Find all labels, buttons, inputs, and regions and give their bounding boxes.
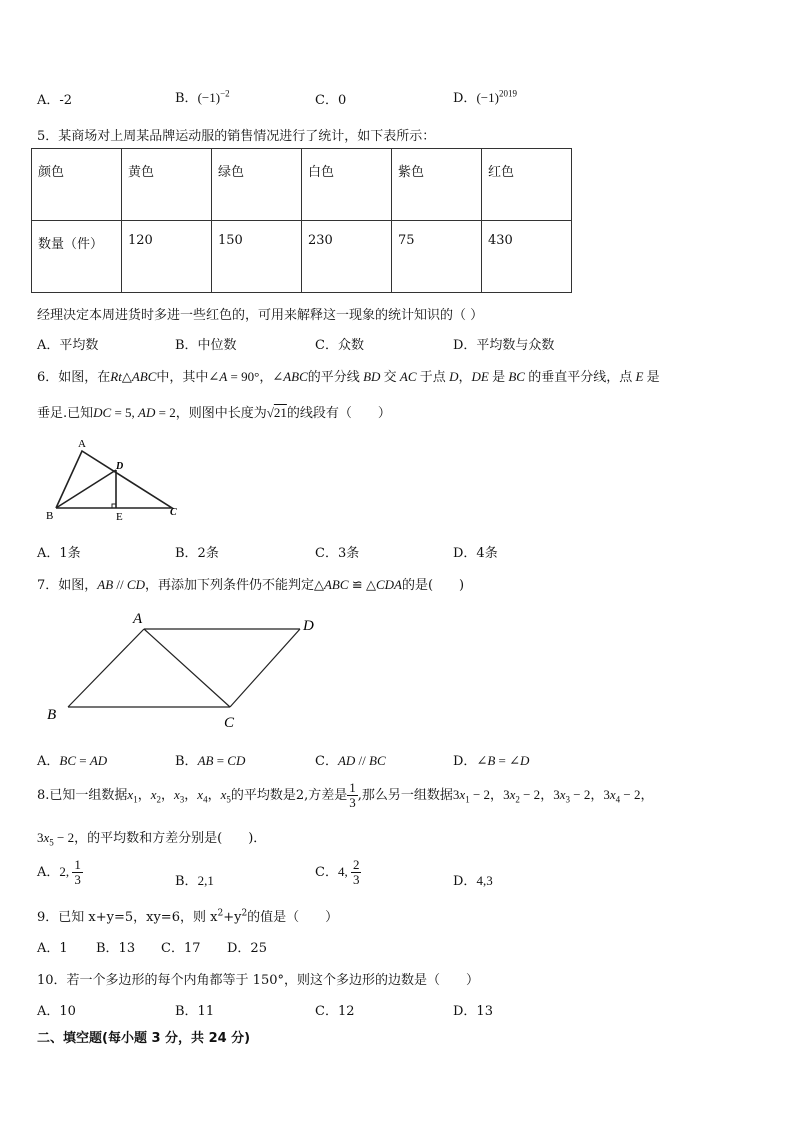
q10-option-c: C．12 <box>315 1004 355 1019</box>
q5-option-b: B．中位数 <box>175 338 237 353</box>
q4-option-c: C．0 <box>315 93 347 108</box>
q6-stem-line2: 垂足.已知DC = 5, AD = 2，则图中长度为√21的线段有（ ） <box>37 405 391 421</box>
table-cell: 红色 <box>482 149 572 221</box>
q10-option-a: A．10 <box>37 1004 76 1019</box>
q8-stem-line1: 8.已知一组数据$x_1$，$x_2$，$x_3$，$x_4$，$x_5$的平均数是2,方差是 $\frac{1}{3}$ ,那么另一组数据$3x_1 - 2$，$3x_2 - 2$，$3x_3 - 2$，$3x_4 - 2$， <box>37 780 654 810</box>
label-c: C <box>170 507 177 518</box>
q8-option-b: B．2,1 <box>175 873 214 889</box>
label-b: B <box>47 707 57 723</box>
q10-option-d: D．13 <box>453 1004 493 1019</box>
q6-option-c: C．3条 <box>315 546 360 561</box>
q10-stem: 10．若一个多边形的每个内角都等于 150°，则这个多边形的边数是（ ） <box>37 973 479 988</box>
q9-option-a: A．1 <box>37 941 68 956</box>
table-cell: 绿色 <box>212 149 302 221</box>
table-cell: 颜色 <box>32 149 122 221</box>
label-b: B <box>46 510 54 522</box>
q9-stem: 9．已知 x+y=5，xy=6，则 $x^2+y^2$的值是（ ） <box>37 908 339 925</box>
q5-stem: 5．某商场对上周某品牌运动服的销售情况进行了统计，如下表所示： <box>37 129 436 144</box>
label-e: E <box>116 511 123 523</box>
q8-option-a: A．2, $\frac{1}{3}$ <box>37 857 81 887</box>
section-title: 二、填空题(每小题 3 分，共 24 分) <box>37 1031 251 1046</box>
table-cell: 120 <box>122 221 212 293</box>
table-cell: 230 <box>302 221 392 293</box>
segment-cd <box>230 629 300 707</box>
q5-option-a: A．平均数 <box>37 338 99 353</box>
table-cell: 白色 <box>302 149 392 221</box>
q4-option-d: D．$(-1)^{2019}$ <box>453 88 517 106</box>
q7-stem: 7．如图，AB // CD，再添加下列条件仍不能判定△ABC ≌ △CDA的是( ) <box>37 577 465 593</box>
q4-option-b: B．$(-1)^{-2}$ <box>175 88 230 106</box>
fraction-one-third: $\frac{1}{3}$ <box>349 780 356 810</box>
table-row <box>32 149 572 221</box>
segment-ab <box>68 629 144 707</box>
q9-option-b: B．13 <box>96 941 136 956</box>
q6-option-a: A．1条 <box>37 546 81 561</box>
segment-ac <box>144 629 230 707</box>
q9-option-c: C．17 <box>161 941 201 956</box>
table-cell: 430 <box>482 221 572 293</box>
q6-option-d: D．4条 <box>453 546 498 561</box>
q8-stem-line2: $3x_5 - 2$，的平均数和方差分别是( )． <box>37 830 267 848</box>
label-d: D <box>303 618 314 634</box>
q10-option-b: B．11 <box>175 1004 215 1019</box>
q5-question: 经理决定本周进货时多进一些红色的，可用来解释这一现象的统计知识的（ ） <box>37 308 484 323</box>
q8-option-d: D．4,3 <box>453 873 493 889</box>
q7-parallelogram-figure <box>40 605 330 735</box>
label-d: D <box>116 461 124 472</box>
q4-option-a: A．-2 <box>37 93 73 108</box>
q7-option-d: D．∠B = ∠D <box>453 753 530 769</box>
q8-option-c: C．4, $\frac{2}{3}$ <box>315 857 360 887</box>
label-a: A <box>78 438 86 450</box>
triangle-abc <box>56 451 172 508</box>
table-cell: 150 <box>212 221 302 293</box>
q5-option-c: C．众数 <box>315 338 364 353</box>
label-c: C <box>224 715 235 731</box>
label-a: A <box>133 611 143 627</box>
q5-option-d: D．平均数与众数 <box>453 338 555 353</box>
q7-option-c: C．AD // BC <box>315 753 386 769</box>
table-cell: 黄色 <box>122 149 212 221</box>
table-cell: 数量（件） <box>32 221 122 293</box>
q6-stem-line1: 6．如图，在Rt△ABC中，其中∠A = 90°，∠ABC的平分线 BD 交 AC 于点 D，DE 是 BC 的垂直平分线，点 E 是 <box>37 369 660 385</box>
sales-table <box>31 148 572 293</box>
table-cell: 紫色 <box>392 149 482 221</box>
q7-option-a: A．BC = AD <box>37 753 108 769</box>
q6-option-b: B．2条 <box>175 546 219 561</box>
q9-option-d: D．25 <box>227 941 267 956</box>
table-cell: 75 <box>392 221 482 293</box>
q6-triangle-figure <box>40 434 180 524</box>
q7-option-b: B．AB = CD <box>175 753 246 769</box>
table-row <box>32 221 572 293</box>
